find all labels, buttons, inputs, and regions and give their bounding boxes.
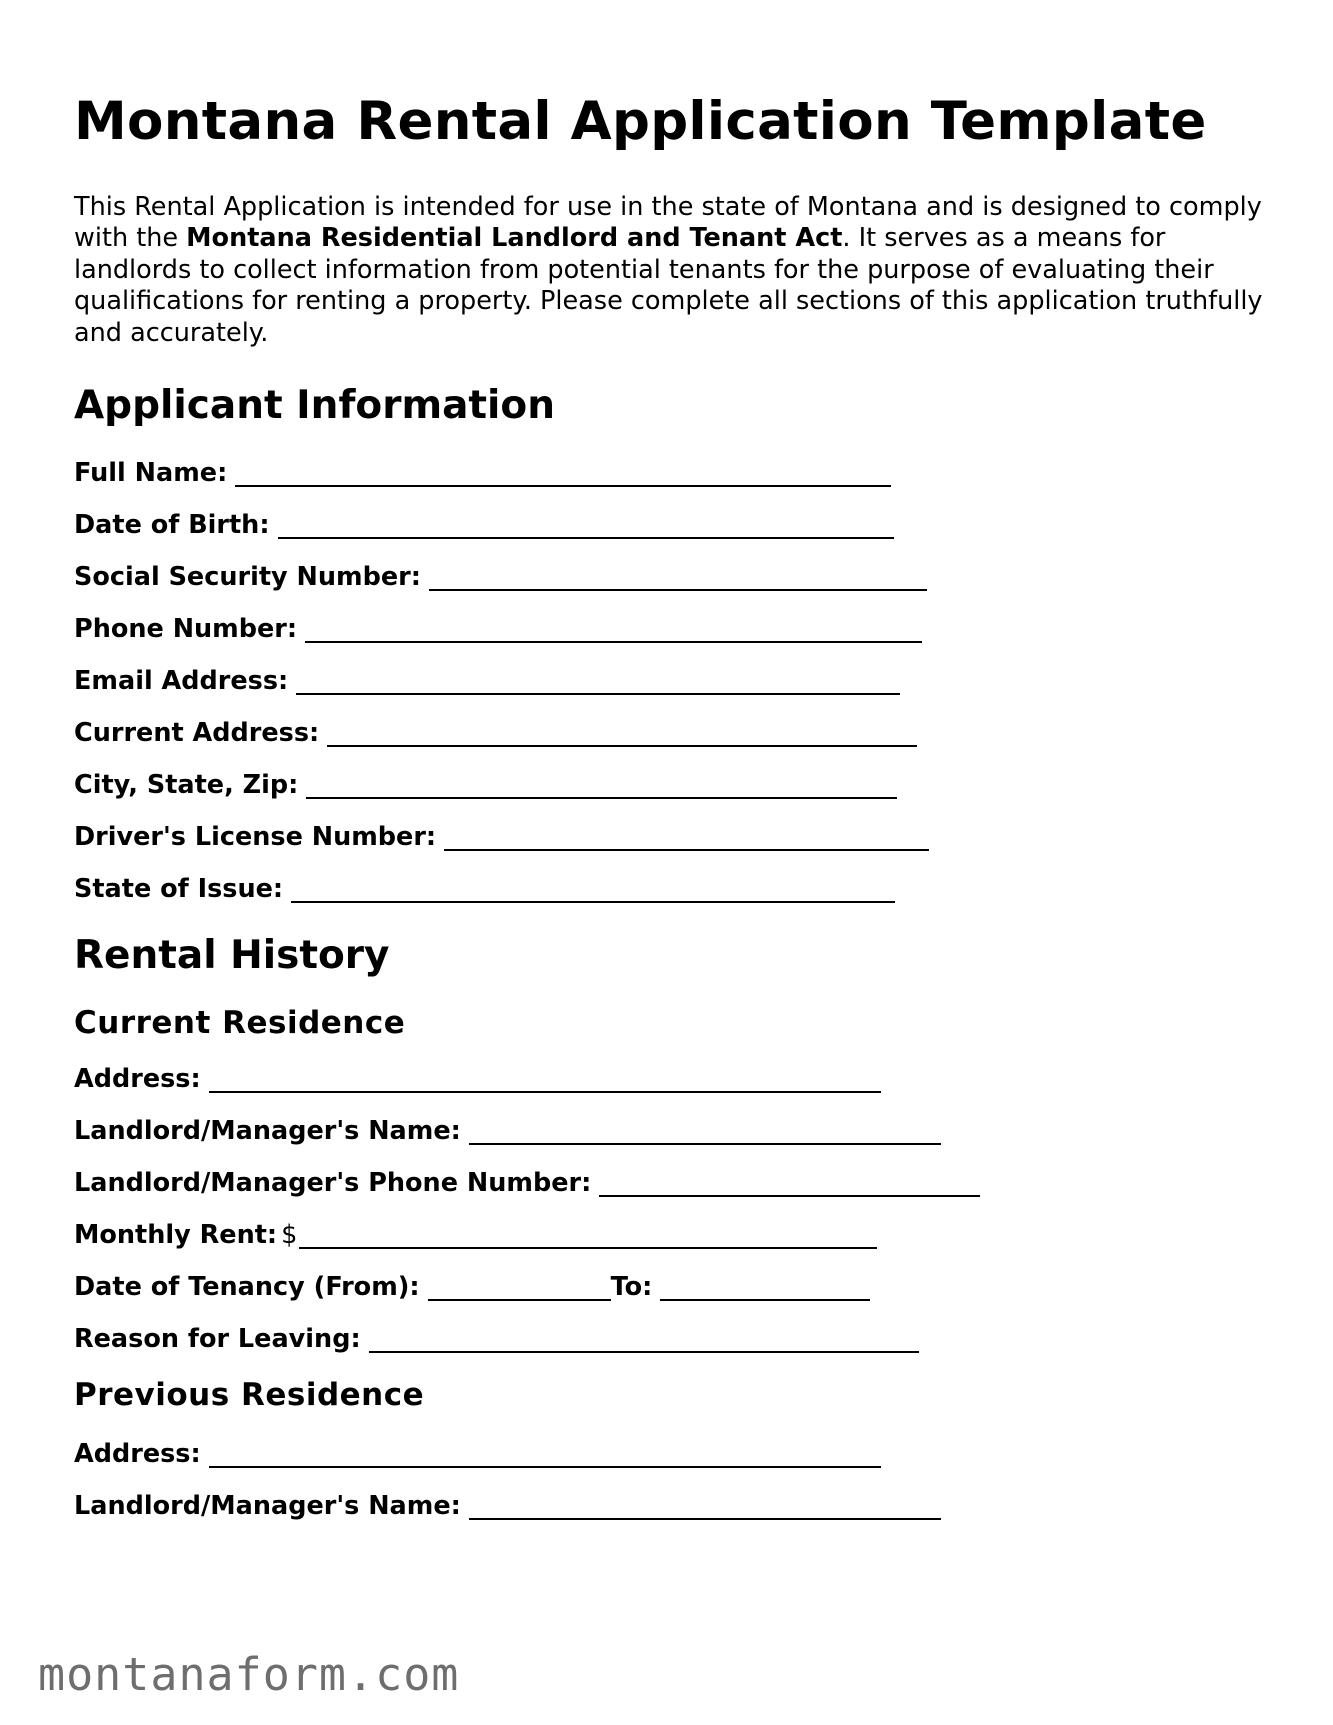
previous-landlord-name-input-line[interactable]: [469, 1494, 941, 1520]
previous-residence-heading: Previous Residence: [74, 1376, 425, 1413]
current-address-input-line[interactable]: [327, 721, 917, 747]
act-name: Montana Residential Landlord and Tenant Act: [186, 223, 843, 254]
previous-landlord-name-label: Landlord/Manager's Name:: [74, 1491, 461, 1522]
current-res-address-label: Address:: [74, 1063, 201, 1094]
watermark: montanaform.com: [38, 1648, 460, 1701]
tenancy-dates-field: [74, 1271, 1274, 1303]
state-issue-field: [74, 873, 1274, 905]
email-field: [74, 665, 1274, 697]
current-address-field: [74, 717, 1274, 749]
full-name-input-line[interactable]: [235, 461, 891, 487]
current-landlord-name-input-line[interactable]: [469, 1119, 941, 1145]
current-address-label: Current Address:: [74, 717, 320, 748]
city-state-zip-input-line[interactable]: [306, 773, 897, 799]
ssn-label: Social Security Number:: [74, 561, 421, 592]
reason-leaving-label: Reason for Leaving:: [74, 1323, 361, 1354]
full-name-label: Full Name:: [74, 457, 228, 488]
state-issue-input-line[interactable]: [291, 877, 895, 903]
license-label: Driver's License Number:: [74, 821, 437, 852]
email-input-line[interactable]: [296, 669, 900, 695]
phone-label: Phone Number:: [74, 613, 298, 644]
license-input-line[interactable]: [444, 825, 929, 851]
current-landlord-phone-field: [74, 1167, 1274, 1199]
tenancy-to-label: To:: [610, 1271, 653, 1302]
tenancy-to-input-line[interactable]: [660, 1275, 870, 1301]
applicant-heading: Applicant Information: [74, 383, 555, 429]
document-page: [74, 90, 1274, 1522]
dob-field: [74, 509, 1274, 541]
dollar-sign: $: [281, 1219, 298, 1250]
intro-paragraph: [74, 192, 1264, 350]
current-landlord-name-field: [74, 1115, 1274, 1147]
dob-label: Date of Birth:: [74, 509, 270, 540]
email-label: Email Address:: [74, 665, 289, 696]
rental-history-heading: Rental History: [74, 932, 390, 978]
current-landlord-phone-input-line[interactable]: [599, 1171, 980, 1197]
previous-address-field: [74, 1438, 1274, 1470]
city-state-zip-label: City, State, Zip:: [74, 769, 299, 800]
current-landlord-phone-label: Landlord/Manager's Phone Number:: [74, 1167, 592, 1198]
current-res-address-input-line[interactable]: [209, 1067, 881, 1093]
license-field: [74, 821, 1274, 853]
previous-address-label: Address:: [74, 1439, 201, 1470]
current-address-field-2: [74, 1063, 1274, 1095]
phone-input-line[interactable]: [305, 617, 922, 643]
reason-leaving-input-line[interactable]: [369, 1327, 919, 1353]
ssn-input-line[interactable]: [429, 565, 927, 591]
dob-input-line[interactable]: [278, 513, 894, 539]
current-landlord-name-label: Landlord/Manager's Name:: [74, 1115, 461, 1146]
previous-address-input-line[interactable]: [209, 1442, 881, 1468]
ssn-field: [74, 561, 1274, 593]
previous-landlord-name-field: [74, 1490, 1274, 1522]
page-title: Montana Rental Application Template: [74, 91, 1207, 152]
tenancy-from-input-line[interactable]: [428, 1275, 611, 1301]
full-name-field: [74, 457, 1274, 489]
monthly-rent-input-line[interactable]: [299, 1223, 877, 1249]
monthly-rent-label: Monthly Rent:: [74, 1219, 278, 1250]
monthly-rent-field: [74, 1219, 1274, 1251]
tenancy-from-label: Date of Tenancy (From):: [74, 1271, 420, 1302]
reason-leaving-field: [74, 1323, 1274, 1355]
city-state-zip-field: [74, 769, 1274, 801]
phone-field: [74, 613, 1274, 645]
intro-text-1: This Rental Application is intended for use in the state of Montana and is designed to comply with the: [74, 191, 1262, 254]
state-issue-label: State of Issue:: [74, 873, 284, 904]
current-residence-heading: Current Residence: [74, 1004, 406, 1041]
intro-text-2: . It serves as a means for landlords to collect information from potential tenants for the purpose of evaluating their qualifications for renting a property. Please complete all sections of this application truthfully and accurately.: [74, 223, 1263, 348]
